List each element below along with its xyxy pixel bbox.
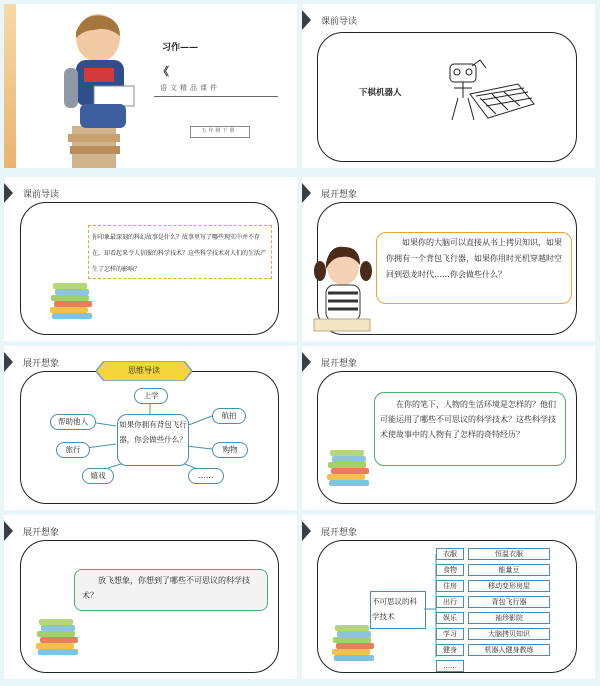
- mind-map-node: 购物: [212, 442, 248, 458]
- slide-marker: [4, 183, 13, 203]
- category-box: 出行: [436, 596, 464, 608]
- photo-girl-reading: [308, 241, 378, 339]
- slide-imagine-tech[interactable]: [4, 515, 297, 679]
- cover-photo-boy-reading: [34, 8, 154, 168]
- mind-map-center-node: 如果你拥有背包飞行器，你会做些什么？: [117, 414, 189, 466]
- imagine-tech-text: 放飞想象，你想到了哪些不可思议的科学技术？: [82, 576, 250, 600]
- books-icon: [50, 283, 94, 321]
- slide-preview-robot[interactable]: [302, 4, 595, 168]
- robot-caption: 下棋机器人: [359, 88, 402, 98]
- tech-center-label: 不可思议的科学技术: [372, 597, 417, 621]
- mind-map-node: 嬉戏: [82, 468, 114, 484]
- tech-item-box: 机器人健身教练: [468, 644, 550, 656]
- tech-item-box: 大脑拷贝知识: [468, 628, 550, 640]
- question-text: 你印象最深刻的科幻故事是什么？故事里写了哪些现实中并不存在，却看起来令人信服的科学技术？这些科学技术对人们的生活产生了怎样的影响？: [92, 234, 267, 273]
- slide-mind-map[interactable]: [4, 346, 297, 510]
- slide-header: 展开想象: [321, 190, 358, 200]
- slide-header: 展开想象: [321, 359, 358, 369]
- category-box: 住房: [436, 580, 464, 592]
- category-box: 衣服: [436, 548, 464, 560]
- category-box: 学习: [436, 628, 464, 640]
- books-icon: [327, 450, 371, 488]
- slide-marker: [302, 352, 311, 372]
- mind-map-badge: 思维导读: [128, 366, 160, 375]
- cover-mark: 《: [158, 65, 169, 78]
- tech-item-box: 能量豆: [468, 564, 550, 576]
- slide-story-questions[interactable]: [302, 346, 595, 510]
- tech-item-box: 袖珍影院: [468, 612, 550, 624]
- slide-marker: [302, 183, 311, 203]
- category-box: 娱乐: [436, 612, 464, 624]
- cover-underline: [154, 96, 278, 97]
- slide-preview-question[interactable]: [4, 177, 297, 341]
- mind-map-node: 航拍: [212, 408, 246, 424]
- cover-subtitle: 语文精品课件: [160, 84, 220, 92]
- mind-map-node: 上学: [134, 388, 168, 404]
- mind-map-node: ……: [188, 468, 224, 484]
- slide-cover[interactable]: [4, 4, 297, 168]
- tech-item-box: 移动变形房屋: [468, 580, 550, 592]
- cover-side-stripe: [4, 4, 16, 168]
- imagine-text: 如果你的大脑可以直接从书上拷贝知识，如果你拥有一个背包飞行器，如果你用时光机穿越时空回到恐龙时代……你会做些什么？: [386, 238, 562, 279]
- slide-tech-table[interactable]: [302, 515, 595, 679]
- slide-header: 展开想象: [23, 359, 60, 369]
- books-icon: [36, 619, 80, 657]
- cover-grade: 五年级下册: [201, 128, 237, 134]
- tech-item-box: 恒温衣服: [468, 548, 550, 560]
- story-questions-text: 在你的笔下，人物的生活环境是怎样的？他们可能运用了哪些不可思议的科学技术？这些科学技术使故事中的人物有了怎样的奇特经历？: [380, 400, 556, 439]
- slide-header: 展开想象: [23, 528, 60, 538]
- mind-map-node: 旅行: [56, 442, 90, 458]
- slide-marker: [4, 521, 13, 541]
- category-box: ……: [436, 660, 464, 672]
- slide-marker: [302, 10, 311, 30]
- chess-robot-illustration: [440, 54, 536, 126]
- slide-imagine-intro[interactable]: [302, 177, 595, 341]
- slide-header: 课前导读: [23, 190, 60, 200]
- slide-header: 展开想象: [321, 528, 358, 538]
- slide-header: 课前导读: [321, 17, 358, 27]
- cover-title: 习作——: [162, 43, 199, 53]
- tech-item-box: 背包飞行器: [468, 596, 550, 608]
- category-box: 食物: [436, 564, 464, 576]
- mind-map-node: 帮助他人: [50, 414, 96, 430]
- category-box: 健身: [436, 644, 464, 656]
